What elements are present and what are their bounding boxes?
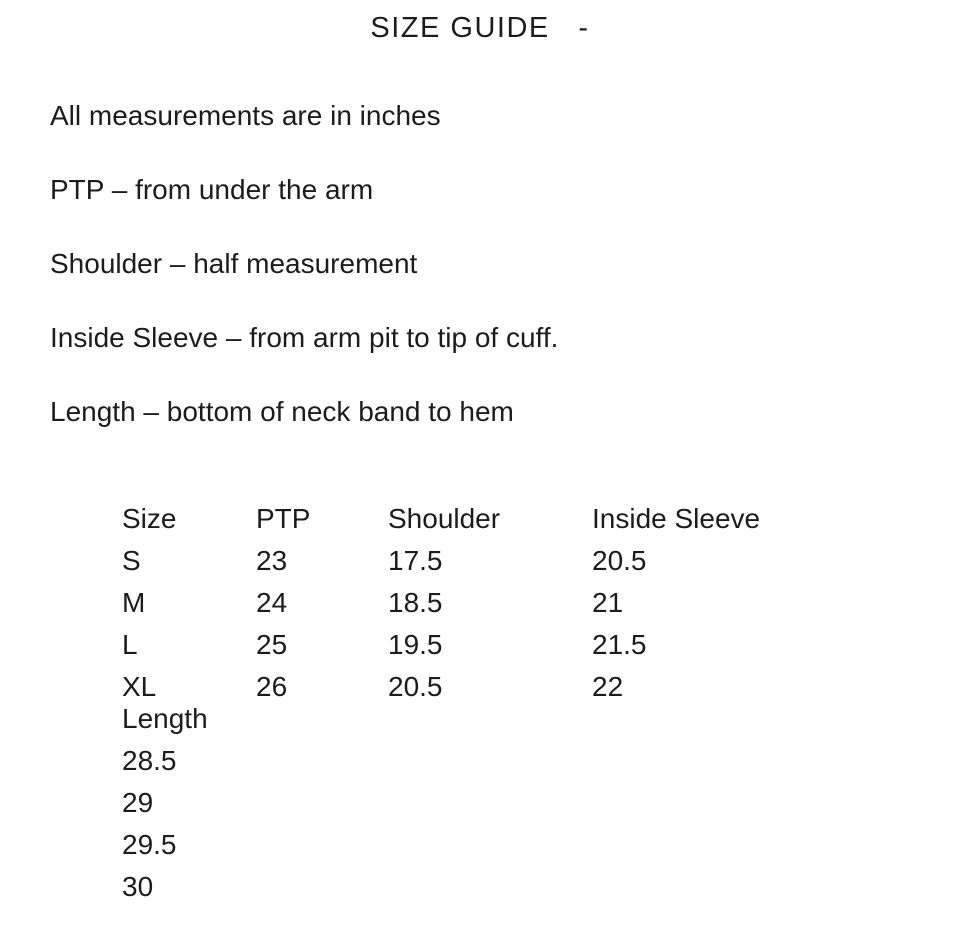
cell-size: M [122, 587, 146, 618]
header-inside-sleeve: Inside Sleeve [592, 503, 761, 534]
cell-size: XL [122, 671, 157, 702]
length-value: 29.5 [122, 829, 177, 860]
note-length: Length – bottom of neck band to hem [50, 396, 514, 427]
header-length: Length [122, 703, 208, 734]
length-value: 28.5 [122, 745, 177, 776]
cell-inside-sleeve: 22 [592, 671, 624, 702]
note-units: All measurements are in inches [50, 100, 441, 131]
cell-inside-sleeve: 21.5 [592, 629, 647, 660]
cell-shoulder: 18.5 [388, 587, 443, 618]
cell-ptp: 26 [256, 671, 288, 702]
header-size: Size [122, 503, 177, 534]
note-shoulder: Shoulder – half measurement [50, 248, 418, 279]
cell-ptp: 24 [256, 587, 288, 618]
cell-size: S [122, 545, 141, 576]
header-ptp: PTP [256, 503, 311, 534]
cell-inside-sleeve: 20.5 [592, 545, 647, 576]
length-value: 30 [122, 871, 154, 902]
size-guide-title: SIZE GUIDE - [370, 12, 590, 44]
note-ptp: PTP – from under the arm [50, 174, 374, 205]
cell-shoulder: 20.5 [388, 671, 443, 702]
cell-size: L [122, 629, 138, 660]
cell-shoulder: 19.5 [388, 629, 443, 660]
cell-shoulder: 17.5 [388, 545, 443, 576]
cell-ptp: 25 [256, 629, 288, 660]
note-inside-sleeve: Inside Sleeve – from arm pit to tip of cuff. [50, 322, 559, 353]
length-value: 29 [122, 787, 154, 818]
cell-ptp: 23 [256, 545, 288, 576]
header-shoulder: Shoulder [388, 503, 501, 534]
cell-inside-sleeve: 21 [592, 587, 624, 618]
